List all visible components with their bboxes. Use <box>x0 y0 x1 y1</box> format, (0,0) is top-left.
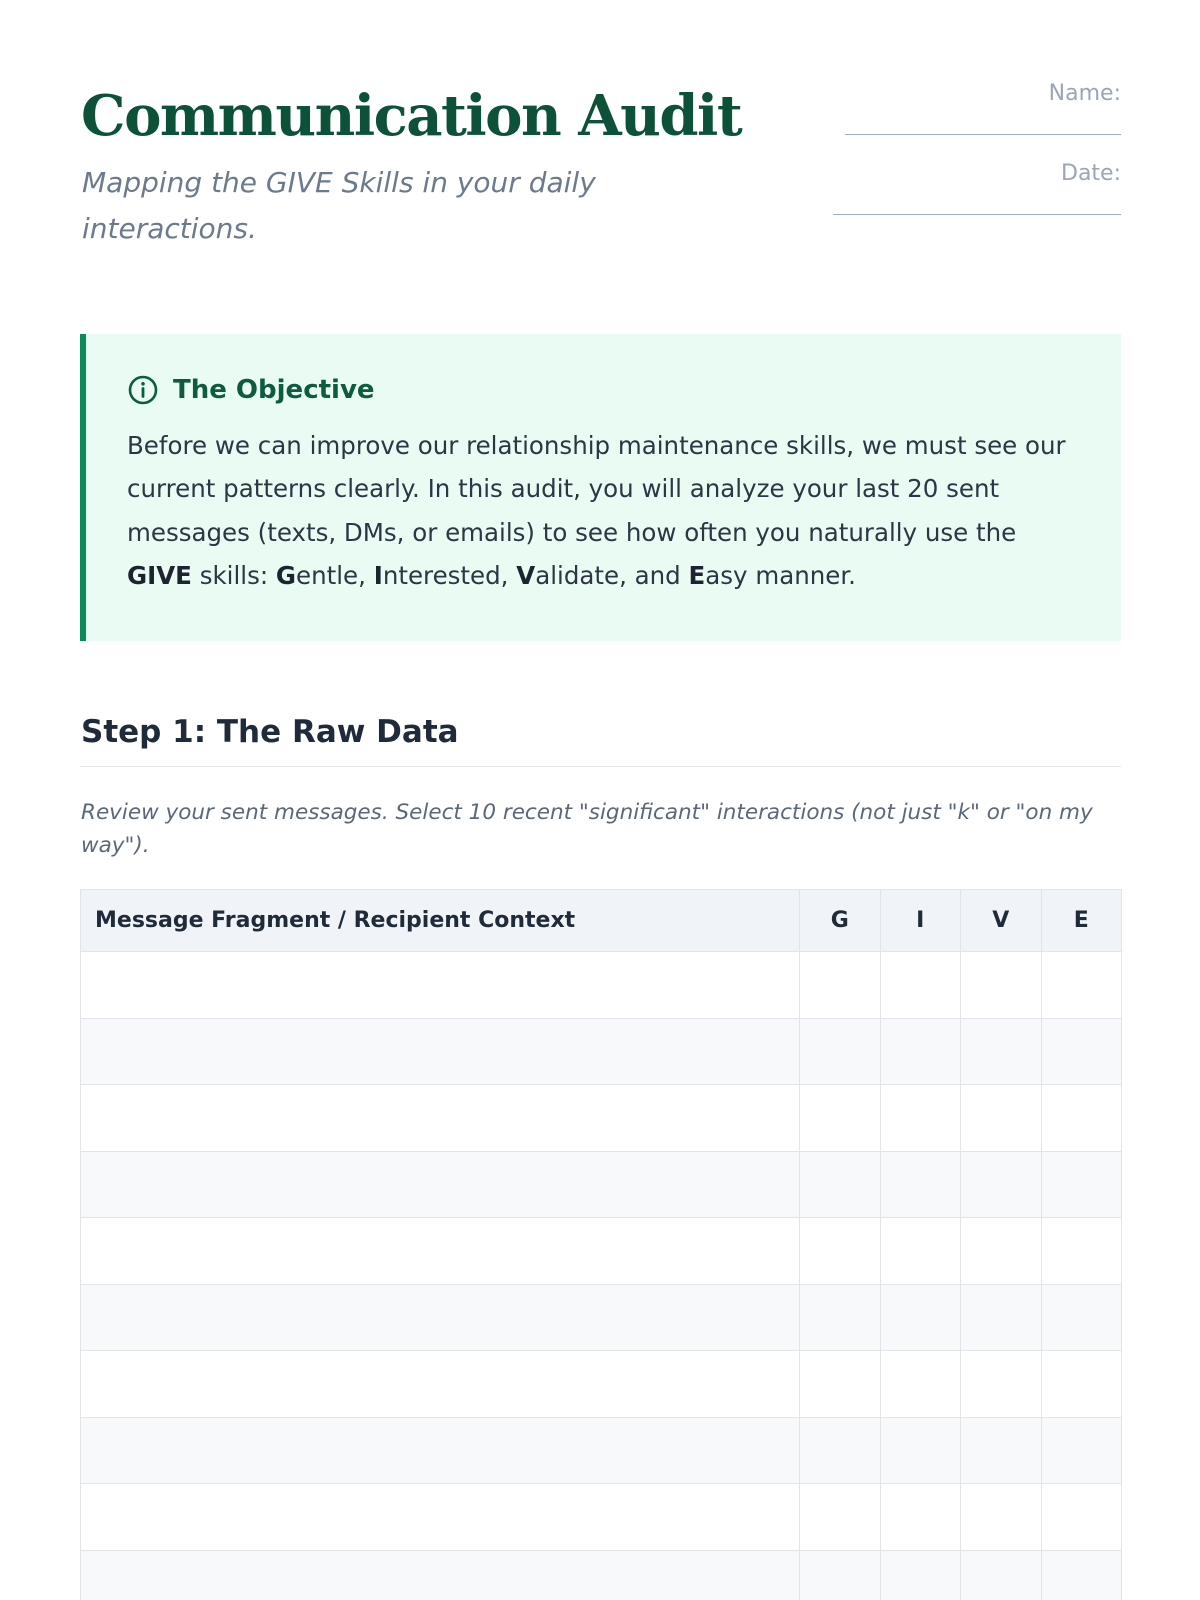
i-cell[interactable] <box>880 1351 961 1418</box>
date-label: Date: <box>1061 161 1121 186</box>
g-cell[interactable] <box>800 1018 881 1085</box>
i-cell[interactable] <box>880 1085 961 1152</box>
g-cell[interactable] <box>800 1151 881 1218</box>
v-cell[interactable] <box>961 1284 1042 1351</box>
e-cell[interactable] <box>1041 1218 1122 1285</box>
g-cell[interactable] <box>800 952 881 1019</box>
table-row <box>81 1351 1122 1418</box>
e-cell[interactable] <box>1041 1550 1122 1600</box>
g-cell[interactable] <box>800 1550 881 1600</box>
table-row <box>81 1484 1122 1551</box>
table-body <box>81 952 1122 1600</box>
objective-callout <box>80 334 1121 641</box>
i-cell[interactable] <box>880 1284 961 1351</box>
table-header-row <box>81 890 1122 952</box>
e-cell[interactable] <box>1041 1284 1122 1351</box>
skill-rest-interested: nterested <box>382 560 501 590</box>
e-cell[interactable] <box>1041 1484 1122 1551</box>
v-cell[interactable] <box>961 1351 1042 1418</box>
context-cell[interactable] <box>81 1218 800 1285</box>
i-cell[interactable] <box>880 1550 961 1600</box>
name-label: Name: <box>1048 81 1121 106</box>
table-row <box>81 952 1122 1019</box>
e-cell[interactable] <box>1041 1351 1122 1418</box>
date-field[interactable] <box>821 160 1121 240</box>
context-cell[interactable] <box>81 1484 800 1551</box>
objective-intro: Before we can improve our relationship maintenance skills, we must see our current patterns clearly. In this audit, you will analyze your last 20 sent messages (texts, DMs, or emails) to see how often you naturally use the <box>127 431 1066 547</box>
context-cell[interactable] <box>81 1151 800 1218</box>
g-cell[interactable] <box>800 1417 881 1484</box>
v-cell[interactable] <box>961 1550 1042 1600</box>
table-row <box>81 1417 1122 1484</box>
g-cell[interactable] <box>800 1218 881 1285</box>
column-header-v: V <box>961 890 1042 952</box>
table-row <box>81 1085 1122 1152</box>
column-header-e: E <box>1041 890 1122 952</box>
skill-initial-e: E <box>688 560 706 590</box>
g-cell[interactable] <box>800 1284 881 1351</box>
step-1-heading: Step 1: The Raw Data <box>81 714 459 750</box>
v-cell[interactable] <box>961 1218 1042 1285</box>
v-cell[interactable] <box>961 1151 1042 1218</box>
g-cell[interactable] <box>800 1351 881 1418</box>
context-cell[interactable] <box>81 1284 800 1351</box>
step-1-instructions: Review your sent messages. Select 10 recent "significant" interactions (not just "k" or "on my way"). <box>81 800 1093 858</box>
column-header-i: I <box>880 890 961 952</box>
i-cell[interactable] <box>880 1218 961 1285</box>
skill-rest-easy: asy manner. <box>705 560 856 590</box>
date-input-line[interactable] <box>833 214 1121 215</box>
context-cell[interactable] <box>81 1550 800 1600</box>
g-cell[interactable] <box>800 1085 881 1152</box>
e-cell[interactable] <box>1041 1151 1122 1218</box>
i-cell[interactable] <box>880 1151 961 1218</box>
objective-title: The Objective <box>173 375 375 405</box>
i-cell[interactable] <box>880 952 961 1019</box>
column-header-context: Message Fragment / Recipient Context <box>81 890 800 952</box>
objective-body <box>127 424 1081 597</box>
column-header-g: G <box>800 890 881 952</box>
page-subtitle: Mapping the GIVE Skills in your daily interactions. <box>82 166 596 245</box>
skill-rest-validate: alidate <box>535 560 620 590</box>
v-cell[interactable] <box>961 1484 1042 1551</box>
context-cell[interactable] <box>81 1085 800 1152</box>
skill-separator: , <box>358 560 374 590</box>
skill-rest-gentle: entle <box>296 560 359 590</box>
raw-data-table <box>80 889 1122 1600</box>
skill-initial-v: V <box>516 560 536 590</box>
skill-separator: , and <box>619 560 689 590</box>
i-cell[interactable] <box>880 1484 961 1551</box>
skill-initial-g: G <box>275 560 297 590</box>
skill-separator: , <box>500 560 517 590</box>
e-cell[interactable] <box>1041 1085 1122 1152</box>
v-cell[interactable] <box>961 952 1042 1019</box>
v-cell[interactable] <box>961 1085 1042 1152</box>
table-row <box>81 1018 1122 1085</box>
table-row <box>81 1550 1122 1600</box>
page-title: Communication Audit <box>81 83 742 149</box>
name-field[interactable] <box>821 80 1121 160</box>
name-input-line[interactable] <box>845 134 1121 135</box>
v-cell[interactable] <box>961 1018 1042 1085</box>
table-row <box>81 1151 1122 1218</box>
v-cell[interactable] <box>961 1417 1042 1484</box>
e-cell[interactable] <box>1041 1417 1122 1484</box>
objective-header <box>127 372 1081 408</box>
section-divider <box>80 766 1121 767</box>
g-cell[interactable] <box>800 1484 881 1551</box>
table-row <box>81 1284 1122 1351</box>
i-cell[interactable] <box>880 1417 961 1484</box>
info-icon <box>127 374 159 406</box>
name-date-block <box>821 80 1121 240</box>
skills-label: skills: <box>191 560 276 590</box>
table-row <box>81 1218 1122 1285</box>
e-cell[interactable] <box>1041 952 1122 1019</box>
context-cell[interactable] <box>81 1351 800 1418</box>
context-cell[interactable] <box>81 1018 800 1085</box>
skill-initial-i: I <box>373 560 383 590</box>
i-cell[interactable] <box>880 1018 961 1085</box>
context-cell[interactable] <box>81 1417 800 1484</box>
e-cell[interactable] <box>1041 1018 1122 1085</box>
give-acronym: GIVE <box>127 560 192 590</box>
context-cell[interactable] <box>81 952 800 1019</box>
